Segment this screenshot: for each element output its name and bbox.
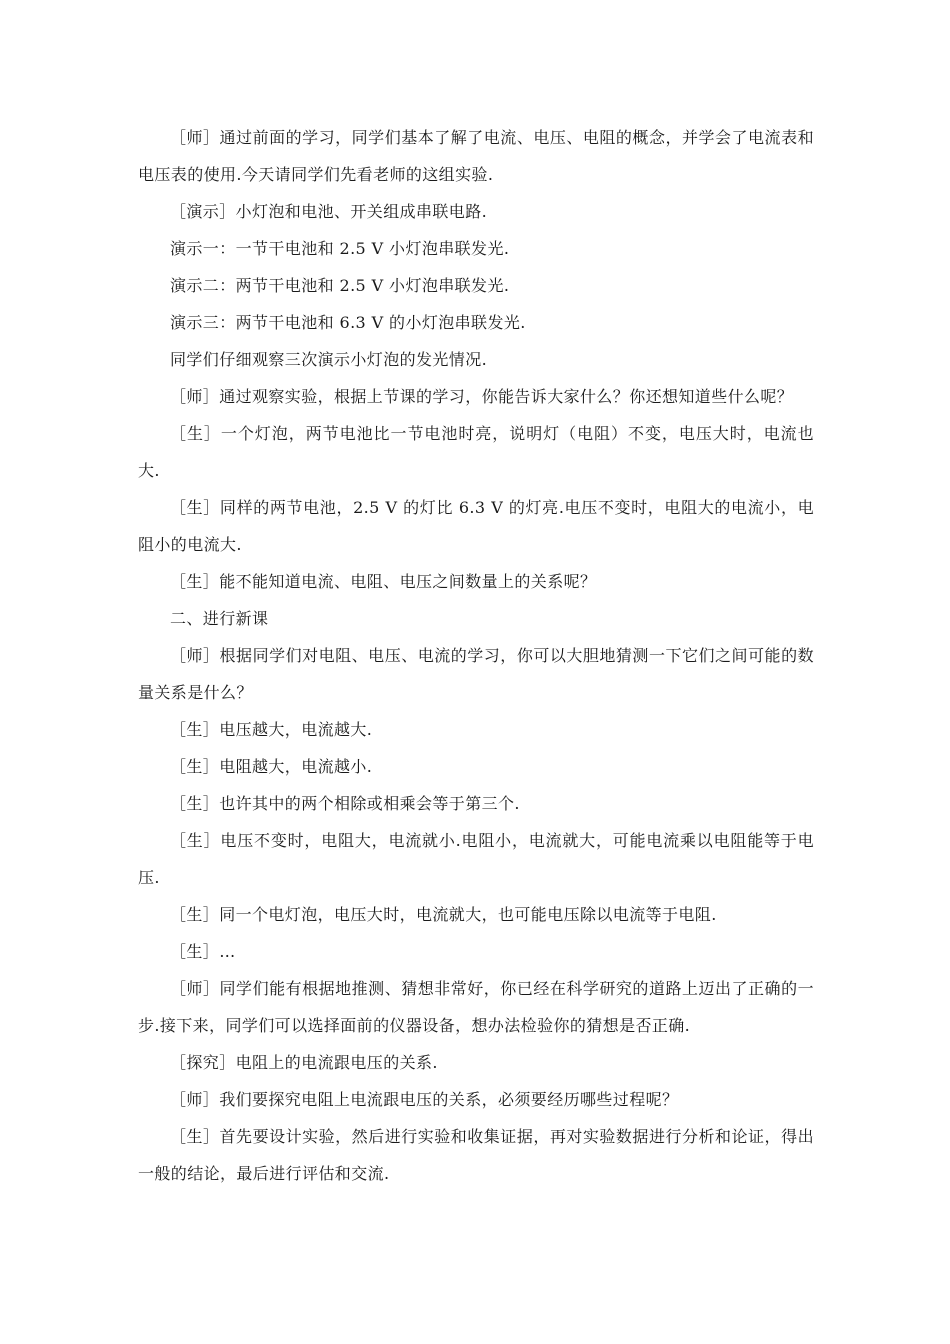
- paragraph-teacher-praise: ［师］同学们能有根据地推测、猜想非常好，你已经在科学研究的道路上迈出了正确的一步.接下来，同学们可以选择面前的仪器设备，想办法检验你的猜想是否正确.: [138, 979, 814, 1035]
- paragraph-inquiry-heading: ［探究］电阻上的电流跟电压的关系.: [170, 1053, 438, 1072]
- paragraph-student-guess-2: ［生］电阻越大，电流越小.: [170, 757, 373, 776]
- paragraph-demo-three: 演示三：两节干电池和 6.3 V 的小灯泡串联发光.: [170, 313, 526, 332]
- paragraph-teacher-question: ［师］通过观察实验，根据上节课的学习，你能告诉大家什么？你还想知道些什么呢？: [170, 387, 794, 406]
- document-body: [138, 119, 814, 1192]
- paragraph-student-process: ［生］首先要设计实验，然后进行实验和收集证据，再对实验数据进行分析和论证，得出一般的结论，最后进行评估和交流.: [138, 1127, 814, 1183]
- paragraph-teacher-intro: ［师］通过前面的学习，同学们基本了解了电流、电压、电阻的概念，并学会了电流表和电压表的使用.今天请同学们先看老师的这组实验.: [138, 128, 814, 184]
- paragraph-student-answer-2: ［生］同样的两节电池，2.5 V 的灯比 6.3 V 的灯亮.电压不变时，电阻大的电流小，电阻小的电流大.: [138, 498, 814, 554]
- paragraph-demo-two: 演示二：两节干电池和 2.5 V 小灯泡串联发光.: [170, 276, 510, 295]
- paragraph-student-answer-3: ［生］能不能知道电流、电阻、电压之间数量上的关系呢？: [170, 572, 597, 591]
- paragraph-student-guess-6: ［生］…: [170, 942, 236, 961]
- paragraph-student-guess-4: ［生］电压不变时，电阻大，电流就小.电阻小，电流就大，可能电流乘以电阻能等于电压.: [138, 831, 814, 887]
- paragraph-demo-one: 演示一：一节干电池和 2.5 V 小灯泡串联发光.: [170, 239, 510, 258]
- paragraph-student-guess-5: ［生］同一个电灯泡，电压大时，电流就大，也可能电压除以电流等于电阻.: [170, 905, 717, 924]
- paragraph-student-guess-3: ［生］也许其中的两个相除或相乘会等于第三个.: [170, 794, 520, 813]
- paragraph-student-guess-1: ［生］电压越大，电流越大.: [170, 720, 373, 739]
- paragraph-observe: 同学们仔细观察三次演示小灯泡的发光情况.: [170, 350, 488, 369]
- section-heading-new-lesson: 二、进行新课: [170, 609, 269, 628]
- paragraph-teacher-guess: ［师］根据同学们对电阻、电压、电流的学习，你可以大胆地猜测一下它们之间可能的数量关系是什么？: [138, 646, 814, 702]
- paragraph-demo-heading: ［演示］小灯泡和电池、开关组成串联电路.: [170, 202, 488, 221]
- paragraph-teacher-process: ［师］我们要探究电阻上电流跟电压的关系，必须要经历哪些过程呢？: [170, 1090, 679, 1109]
- paragraph-student-answer-1: ［生］一个灯泡，两节电池比一节电池时亮，说明灯（电阻）不变，电压大时，电流也大.: [138, 424, 814, 480]
